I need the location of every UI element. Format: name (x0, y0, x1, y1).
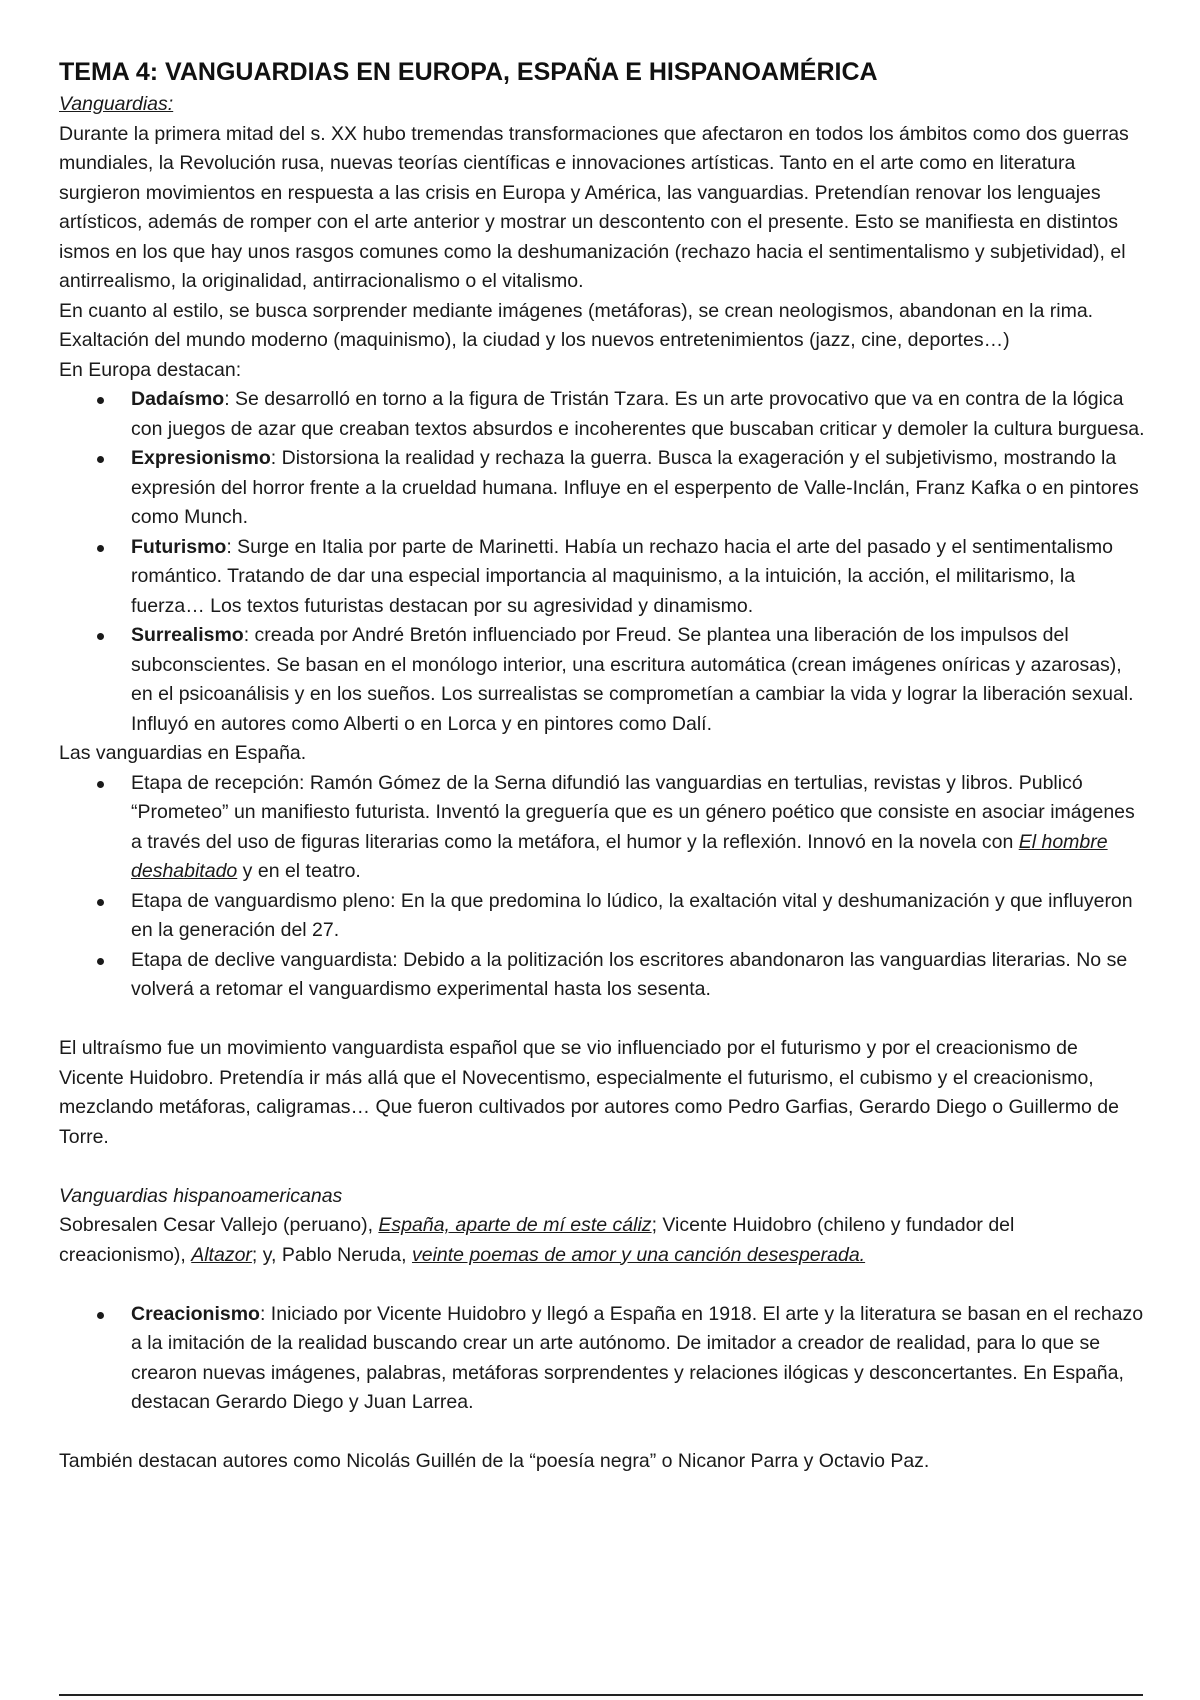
list-item-futurismo (59, 533, 1145, 622)
term-creacionismo: Creacionismo (131, 1302, 260, 1325)
list-item-recepcion (59, 769, 1145, 887)
text-expresionismo: : Distorsiona la realidad y rechaza la guerra. Busca la exageración y el subjetivismo, mostrando la expresión del horror frente a la crueldad humana. Influye en el esperpento de Valle-Inclán, Franz Kafka o en pintores como Munch. (131, 447, 1139, 528)
term-dadaismo: Dadaísmo (131, 388, 225, 410)
recepcion-text: Etapa de recepción: Ramón Gómez de la Serna difundió las vanguardias en tertulias, revistas y libros. Publicó “Prometeo” un manifiesto futurista. Inventó la greguería que es un género poético que consiste en asociar imágenes a través del uso de figuras literarias como la metáfora, el humor y la reflexión. Innovó en la novela con (131, 771, 1135, 853)
work-title-hombre-deshabitado: El hombre deshabitado (131, 830, 1108, 882)
work-title-altazor: Altazor (191, 1243, 252, 1266)
ultraismo-paragraph: El ultraísmo fue un movimiento vanguardista español que se vio influenciado por el futurismo y por el creacionismo de Vicente Huidobro. Pretendía ir más allá que el Novecentismo, especialmente el futurismo, el cubismo y el creacionismo, mezclando metáforas, caligramas… Que fueron cultivados por autores como Pedro Garfias, Gerardo Diego o Guillermo de Torre. (59, 1037, 1119, 1148)
hispano-paragraph (59, 1211, 1145, 1270)
term-futurismo: Futurismo (131, 535, 227, 558)
term-surrealismo: Surrealismo (131, 624, 244, 646)
work-title-espana-caliz: España, aparte de mí este cáliz (378, 1214, 652, 1236)
spain-stages-list (59, 769, 1145, 1005)
text-surrealismo: : creada por André Bretón influenciado por Freud. Se plantea una liberación de los impulsos del subconscientes. Se basan en el monólogo interior, una escritura automática (crean imágenes oníricas y azarosas), en el psicoanálisis y en los sueños. Los surrealistas se comprometían a cambiar la vida y lograr la liberación sexual. Influyó en autores como Alberti o en Lorca y en pintores como Dalí. (131, 624, 1134, 735)
page-title: TEMA 4: VANGUARDIAS EN EUROPA, ESPAÑA E HISPANOAMÉRICA (59, 58, 878, 86)
hispano-heading: Vanguardias hispanoamericanas (59, 1184, 343, 1207)
term-expresionismo: Expresionismo (131, 447, 271, 469)
text-creacionismo: : Iniciado por Vicente Huidobro y llegó a España en 1918. El arte y la literatura se basan en el rechazo a la imitación de la realidad buscando crear un arte autónomo. De imitador a creador de realidad, para lo que se crearon nuevas imágenes, palabras, metáforas sorprendentes y relaciones ilógicas y desconcertantes. En España, destacan Gerardo Diego y Juan Larrea. (131, 1302, 1144, 1413)
europe-movements-list (59, 385, 1145, 739)
spain-intro: Las vanguardias en España. (59, 742, 307, 764)
list-item-declive: Etapa de declive vanguardista: Debido a la politización los escritores abandonaron las vanguardias literarias. No se volverá a retomar el vanguardismo experimental hasta los sesenta. (59, 946, 1145, 1005)
closing-paragraph: También destacan autores como Nicolás Guillén de la “poesía negra” o Nicanor Parra y Octavio Paz. (59, 1450, 930, 1472)
creacionismo-list (59, 1300, 1145, 1418)
hispano-text-1: Sobresalen Cesar Vallejo (peruano), (59, 1214, 379, 1236)
intro-paragraph: Durante la primera mitad del s. XX hubo tremendas transformaciones que afectaron en todos los ámbitos como dos guerras mundiales, la Revolución rusa, nuevas teorías científicas e innovaciones artísticas. Tanto en el arte como en literatura surgieron movimientos en respuesta a las crisis en Europa y América, las vanguardias. Pretendían renovar los lenguajes artísticos, además de romper con el arte anterior y mostrar un descontento con el presente. Esto se manifiesta en distintos ismos en los que hay unos rasgos comunes como la deshumanización (rechazo hacia el sentimentalismo y subjetividad), el antirrealismo, la originalidad, antirracionalismo o el vitalismo. (59, 122, 1129, 292)
europe-intro: En Europa destacan: (59, 358, 242, 381)
list-item-creacionismo (59, 1300, 1145, 1418)
list-item-dadaismo (59, 385, 1145, 444)
list-item-surrealismo (59, 621, 1145, 739)
recepcion-text-end: y en el teatro. (237, 860, 361, 882)
list-item-vanguardismo-pleno: Etapa de vanguardismo pleno: En la que predomina lo lúdico, la exaltación vital y deshumanización y que influyeron en la generación del 27. (59, 887, 1145, 946)
list-item-expresionismo (59, 444, 1145, 533)
style-paragraph: En cuanto al estilo, se busca sorprender mediante imágenes (metáforas), se crean neologismos, abandonan en la rima. Exaltación del mundo moderno (maquinismo), la ciudad y los nuevos entretenimientos (jazz, cine, deportes…) (59, 299, 1094, 351)
section-heading-vanguardias: Vanguardias: (59, 93, 174, 115)
hispano-text-2: ; Vicente Huidobro (chileno y fundador del creacionismo), (59, 1214, 1015, 1266)
hispano-text-3: ; y, Pablo Neruda, (251, 1243, 412, 1266)
work-title-veinte-poemas: veinte poemas de amor y una canción desesperada. (411, 1243, 866, 1266)
bottom-divider (59, 1694, 1143, 1696)
text-futurismo: : Surge en Italia por parte de Marinetti. Había un rechazo hacia el arte del pasado y el sentimentalismo romántico. Tratando de dar una especial importancia al maquinismo, a la intuición, la acción, el militarismo, la fuerza… Los textos futuristas destacan por su agresividad y dinamismo. (131, 535, 1114, 617)
document-page (59, 54, 1145, 1477)
text-dadaismo: : Se desarrolló en torno a la figura de Tristán Tzara. Es un arte provocativo que va en contra de la lógica con juegos de azar que creaban textos absurdos e incoherentes que buscaban criticar y demoler la cultura burguesa. (131, 388, 1145, 440)
